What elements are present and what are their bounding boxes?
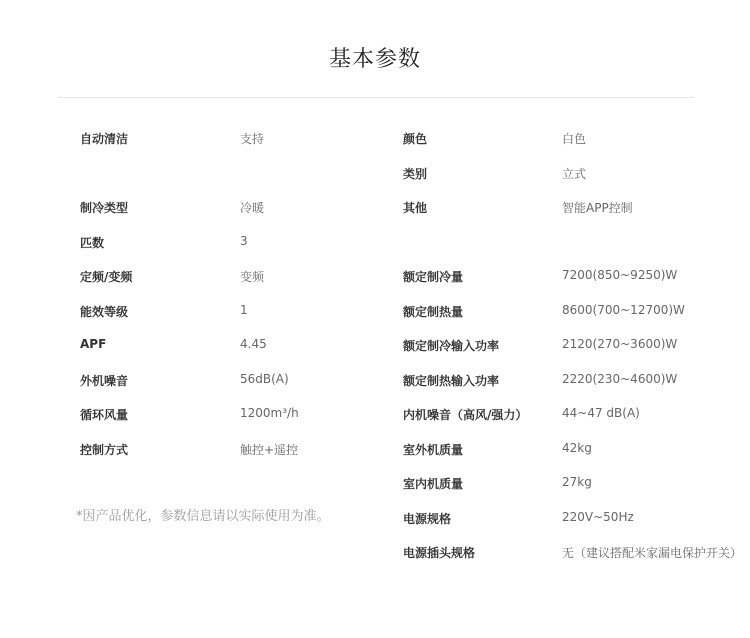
spec-row: [403, 398, 733, 433]
spec-label: 室外机质量: [403, 442, 464, 457]
spec-row: [403, 502, 733, 537]
spec-label: 内机噪音（高风/强力）: [403, 408, 528, 422]
spec-label: 匹数: [80, 235, 105, 250]
spec-row: [80, 329, 410, 364]
spec-row: [403, 433, 733, 468]
spec-value: 3: [240, 233, 248, 248]
spec-value: 42kg: [562, 440, 592, 455]
spec-label: APF: [80, 337, 107, 351]
title-divider: [58, 97, 694, 98]
spec-value: 支持: [240, 132, 265, 146]
spec-value: 触控+遥控: [240, 442, 299, 457]
spec-row: [403, 191, 733, 226]
spec-value: 2120(270~3600)W: [562, 337, 678, 351]
spec-row: [403, 364, 733, 399]
spec-label: 控制方式: [80, 442, 129, 457]
spec-value: 56dB(A): [240, 371, 289, 386]
spec-label: 其他: [403, 201, 428, 215]
spec-label: 额定制冷量: [403, 270, 464, 284]
spec-value: 8600(700~12700)W: [562, 302, 685, 317]
spec-row: [403, 122, 733, 157]
spec-row: [403, 536, 743, 571]
spec-row: [80, 364, 410, 399]
spec-label: 定频/变频: [80, 270, 133, 284]
spec-row: [403, 329, 733, 364]
spec-label: 额定制热输入功率: [403, 373, 500, 388]
spec-row: [80, 122, 410, 157]
spec-value: 4.45: [240, 337, 267, 351]
spec-label: 外机噪音: [80, 373, 129, 388]
spec-label: 电源规格: [403, 511, 452, 526]
spec-label: 能效等级: [80, 304, 129, 319]
spec-label: 电源插头规格: [403, 546, 476, 560]
page-title: 基本参数: [328, 47, 421, 72]
spec-value: 44~47 dB(A): [562, 406, 640, 420]
spec-row: [80, 295, 410, 330]
spec-label: 类别: [403, 166, 428, 181]
spec-row: [80, 191, 410, 226]
spec-value: 27kg: [562, 475, 592, 489]
spec-value: 白色: [562, 132, 587, 146]
spec-value: 7200(850~9250)W: [562, 268, 678, 282]
spec-label: 额定制热量: [403, 304, 464, 319]
spec-value: 变频: [240, 270, 265, 284]
spec-row: [80, 398, 410, 433]
spec-row-empty: [403, 226, 733, 261]
spec-value: 1: [240, 302, 248, 317]
spec-row: [403, 467, 733, 502]
spec-label: 自动清洁: [80, 132, 129, 146]
spec-column-right: [403, 122, 743, 571]
spec-row-empty: [80, 157, 410, 192]
spec-row: [403, 157, 733, 192]
spec-label: 循环风量: [80, 408, 129, 422]
spec-value: 220V~50Hz: [562, 509, 634, 524]
spec-row: [80, 260, 410, 295]
spec-row: [403, 295, 733, 330]
spec-label: 额定制冷输入功率: [403, 339, 500, 353]
spec-value: 智能APP控制: [562, 201, 633, 215]
spec-row: [403, 260, 733, 295]
spec-label: 制冷类型: [80, 201, 129, 215]
spec-label: 颜色: [403, 132, 428, 146]
spec-value: 无（建议搭配米家漏电保护开关）: [562, 546, 743, 560]
spec-row: [80, 433, 410, 468]
spec-value: 冷暖: [240, 201, 265, 215]
spec-column-left: [80, 122, 410, 467]
spec-value: 1200m³/h: [240, 406, 299, 420]
spec-value: 立式: [562, 166, 587, 181]
spec-label: 室内机质量: [403, 477, 464, 491]
spec-value: 2220(230~4600)W: [562, 371, 678, 386]
disclaimer-note: *因产品优化，参数信息请以实际使用为准。: [76, 509, 330, 524]
spec-row: [80, 226, 410, 261]
